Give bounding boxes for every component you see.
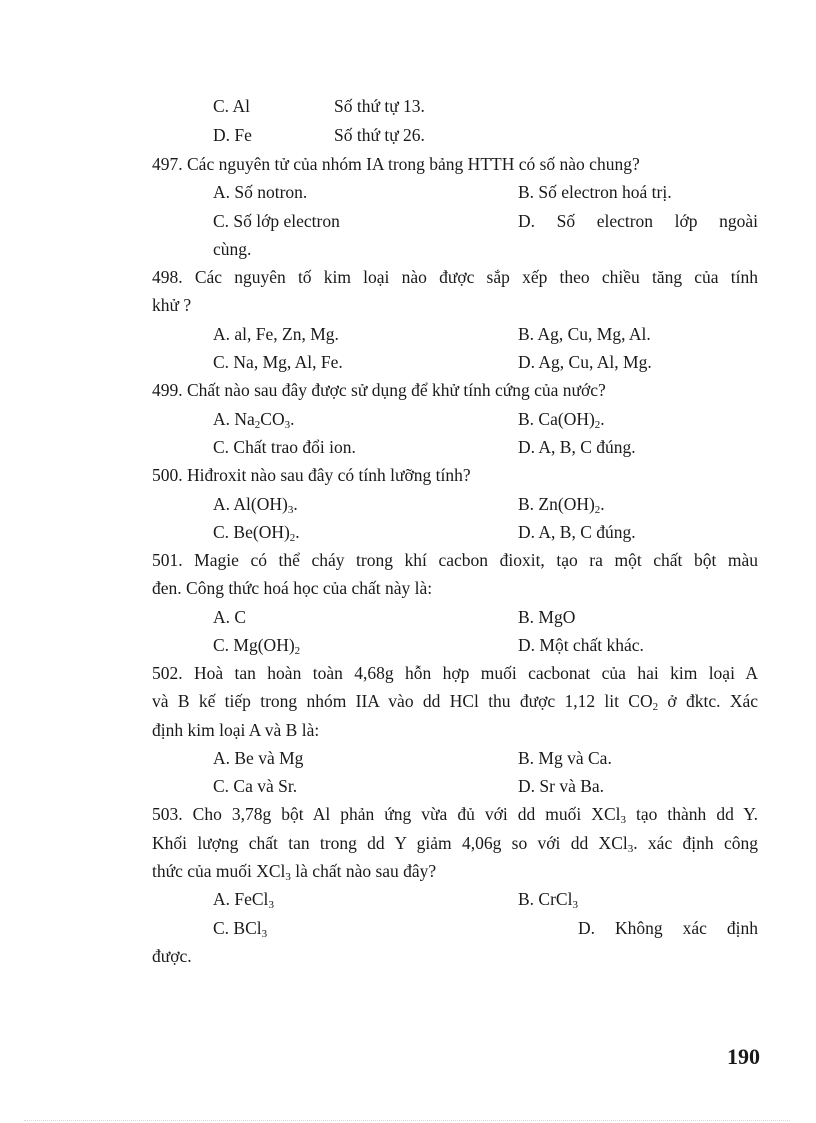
q502-option-d: D. Sr và Ba. bbox=[518, 776, 605, 796]
q503-option-d: D. Không xác định bbox=[578, 918, 758, 938]
q499-option-a: A. $Na_2CO_3$. bbox=[213, 409, 295, 431]
question-498-stem-line1: 498. Các nguyên tố kim loại nào được sắp xếp theo chiều tăng của tính bbox=[152, 267, 758, 287]
q497-option-a: A. Số notron. bbox=[213, 182, 308, 202]
q503-option-b: B. CrCl$_3$ bbox=[518, 889, 578, 911]
question-503-stem-line2: Khối lượng chất tan trong dd Y giảm 4,06g so với dd XCl$_3$. xác định công bbox=[152, 833, 758, 855]
question-501-stem-line1: 501. Magie có thể cháy trong khí cacbon đioxit, tạo ra một chất bột màu bbox=[152, 550, 758, 570]
q497-option-d: D. Số electron lớp ngoài bbox=[518, 211, 758, 231]
q501-option-a: A. C bbox=[213, 607, 247, 627]
question-502-stem-line1: 502. Hoà tan hoàn toàn 4,68g hỗn hợp muối cacbonat của hai kim loại A bbox=[152, 663, 758, 683]
q497-option-b: B. Số electron hoá trị. bbox=[518, 182, 672, 202]
q503-option-d-continued: được. bbox=[152, 946, 192, 966]
q502-option-b: B. Mg và Ca. bbox=[518, 748, 612, 768]
q499-option-b: B. $Ca(OH)_2$. bbox=[518, 409, 605, 431]
question-498-stem-line2: khử ? bbox=[152, 295, 192, 315]
q499-option-d: D. A, B, C đúng. bbox=[518, 437, 636, 457]
question-497-stem: 497. Các nguyên tử của nhóm IA trong bảng HTTH có số nào chung? bbox=[152, 154, 640, 174]
question-503-stem-line3: thức của muối XCl$_3$ là chất nào sau đây? bbox=[152, 861, 437, 883]
q500-option-d: D. A, B, C đúng. bbox=[518, 522, 636, 542]
q502-option-c: C. Ca và Sr. bbox=[213, 776, 298, 796]
q500-option-a: A. $Al(OH)_3$. bbox=[213, 494, 298, 516]
prev-option-c: C. Al Số thứ tự 13. bbox=[213, 96, 425, 116]
question-499-stem: 499. Chất nào sau đây được sử dụng để khử tính cứng của nước? bbox=[152, 380, 606, 400]
question-501-stem-line2: đen. Công thức hoá học của chất này là: bbox=[152, 578, 433, 598]
question-503-stem-line1: 503. Cho 3,78g bột Al phản ứng vừa đủ với dd muối XCl$_3$ tạo thành dd Y. bbox=[152, 804, 758, 826]
question-502-stem-line2: và B kế tiếp trong nhóm IIA vào dd HCl thu được 1,12 lit $CO_2$ ở đktc. Xác bbox=[152, 691, 758, 713]
q501-option-b: B. MgO bbox=[518, 607, 576, 627]
q498-option-a: A. al, Fe, Zn, Mg. bbox=[213, 324, 339, 344]
q497-option-d-continued: cùng. bbox=[213, 239, 252, 259]
q502-option-a: A. Be và Mg bbox=[213, 748, 304, 768]
page-number: 190 bbox=[727, 1044, 760, 1069]
q497-option-c: C. Số lớp electron bbox=[213, 211, 340, 231]
q503-option-a: A. FeCl$_3$ bbox=[213, 889, 274, 911]
prev-option-d: D. Fe Số thứ tự 26. bbox=[213, 125, 425, 145]
footer-divider bbox=[24, 1120, 790, 1121]
q500-option-b: B. $Zn(OH)_2$. bbox=[518, 494, 605, 516]
q503-option-c: C. BCl$_3$ bbox=[213, 918, 268, 940]
q498-option-c: C. Na, Mg, Al, Fe. bbox=[213, 352, 343, 372]
question-500-stem: 500. Hiđroxit nào sau đây có tính lưỡng tính? bbox=[152, 465, 471, 485]
q498-option-b: B. Ag, Cu, Mg, Al. bbox=[518, 324, 651, 344]
q500-option-c: C. $Be(OH)_2$. bbox=[213, 522, 300, 544]
q501-option-d: D. Một chất khác. bbox=[518, 635, 644, 655]
q501-option-c: C. $Mg(OH)_2$ bbox=[213, 635, 301, 657]
question-502-stem-line3: định kim loại A và B là: bbox=[152, 720, 320, 740]
q498-option-d: D. Ag, Cu, Al, Mg. bbox=[518, 352, 652, 372]
q499-option-c: C. Chất trao đổi ion. bbox=[213, 437, 356, 457]
